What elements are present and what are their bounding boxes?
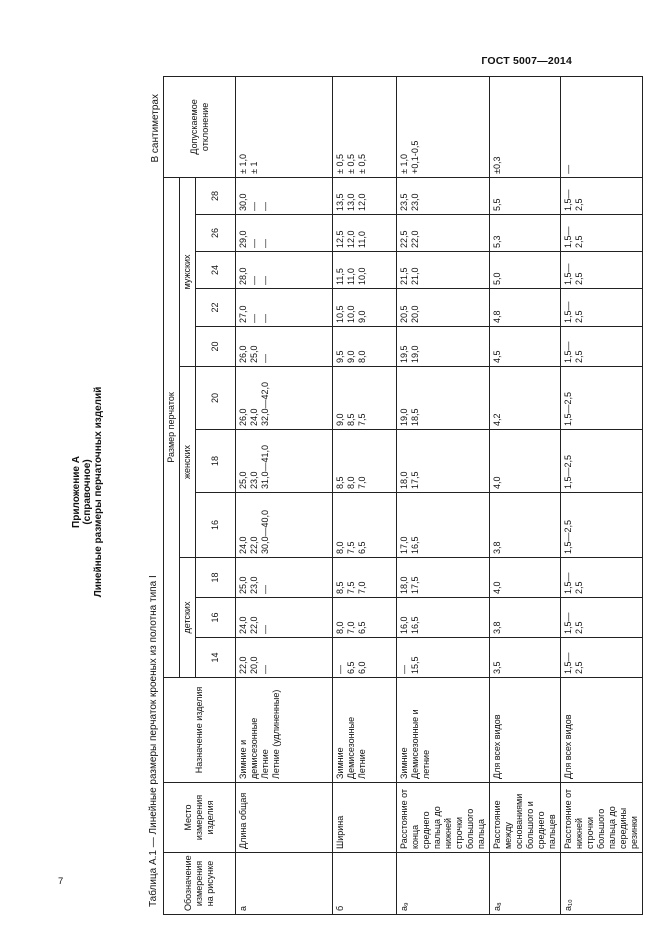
row-tolerance <box>561 76 643 177</box>
appendix-title: Приложение А <box>71 456 82 528</box>
size-value: 1,5— <box>563 226 573 248</box>
size-value: 23,0 <box>249 471 259 489</box>
size-value: 12,0 <box>357 193 367 211</box>
size-value: 7,5 <box>346 541 356 554</box>
size-value: 20,0 <box>410 305 420 323</box>
size-value: 18,0 <box>399 471 409 489</box>
row-place: Ширина <box>333 783 397 853</box>
size-value: 20,0 <box>249 656 259 674</box>
size-header-women: 20 <box>196 367 236 430</box>
size-value: 30,0—40,0 <box>260 509 270 554</box>
size-value: 2,5 <box>574 661 584 674</box>
size-value: 1,5—2,5 <box>563 454 573 489</box>
size-value: 10,5 <box>335 305 345 323</box>
size-value: 2,5 <box>574 350 584 363</box>
row-designation: а <box>236 853 333 915</box>
size-value: 26,0 <box>238 408 248 426</box>
size-value: — <box>260 585 270 594</box>
size-value: — <box>249 239 259 248</box>
size-value: 11,5 <box>335 268 345 285</box>
size-value: 19,0 <box>399 408 409 426</box>
size-value: 5,0 <box>492 272 502 285</box>
size-cell-child <box>561 638 643 678</box>
size-value: 17,5 <box>410 576 420 594</box>
size-cell-women <box>561 367 643 430</box>
size-cell-men <box>397 327 490 367</box>
size-header-women: 16 <box>196 493 236 558</box>
size-value: 8,0 <box>346 476 356 489</box>
size-cell-women <box>333 430 397 493</box>
size-cell-men <box>236 289 333 327</box>
size-value: — <box>399 665 409 674</box>
size-value: 7,5 <box>357 413 367 426</box>
appendix-subtitle: Линейные размеры перчаточных изделий <box>93 386 104 598</box>
size-cell-men <box>490 177 561 214</box>
size-header-men: 24 <box>196 252 236 289</box>
tolerance-value: ±0,3 <box>492 156 502 174</box>
size-value: 23,0 <box>249 576 259 594</box>
purpose-line: Демисезонные <box>346 716 356 779</box>
size-value: 25,0 <box>238 471 248 489</box>
row-designation: а₉ <box>397 853 490 915</box>
row-place: Расстояние от нижней строчки большого пальца до середины резинки <box>561 783 643 853</box>
size-value: 1,5— <box>563 572 573 594</box>
col-place-header: Место измерения изделия <box>164 783 236 853</box>
size-cell-men <box>561 252 643 289</box>
size-value: 9,0 <box>346 350 356 363</box>
size-value: 13,5 <box>335 193 345 211</box>
size-header-child: 16 <box>196 598 236 638</box>
tolerance-value: ± 1,0 <box>399 153 409 174</box>
size-value: 2,5 <box>574 198 584 211</box>
size-value: 24,0 <box>238 536 248 554</box>
appendix-heading <box>71 69 104 915</box>
size-value: — <box>335 665 345 674</box>
size-value: 7,0 <box>357 476 367 489</box>
size-cell-men <box>333 289 397 327</box>
size-value: 11,0 <box>346 268 356 285</box>
size-cell-men <box>490 252 561 289</box>
size-cell-women <box>490 493 561 558</box>
size-cell-child <box>490 598 561 638</box>
size-value: 19,5 <box>399 345 409 363</box>
size-cell-child <box>236 598 333 638</box>
size-value: 9,5 <box>335 350 345 363</box>
size-value: 4,8 <box>492 310 502 323</box>
size-cell-men <box>236 252 333 289</box>
size-header-men: 22 <box>196 289 236 327</box>
size-value: 2,5 <box>574 235 584 248</box>
size-cell-child <box>236 558 333 598</box>
size-cell-women <box>397 367 490 430</box>
size-value: 23,0 <box>410 193 420 211</box>
size-cell-men <box>490 215 561 252</box>
size-cell-women <box>236 367 333 430</box>
size-value: 17,0 <box>399 536 409 554</box>
size-value: 25,0 <box>249 345 259 363</box>
row-place: Длина общая <box>236 783 333 853</box>
row-purpose <box>236 678 333 783</box>
size-value: 2,5 <box>574 310 584 323</box>
page-number: 7 <box>58 876 64 887</box>
size-header-child: 14 <box>196 638 236 678</box>
size-value: 8,5 <box>346 413 356 426</box>
size-cell-women <box>333 367 397 430</box>
size-cell-men <box>397 215 490 252</box>
size-header-child: 18 <box>196 558 236 598</box>
size-value: 22,5 <box>399 230 409 248</box>
size-value: — <box>249 276 259 285</box>
size-cell-men <box>333 177 397 214</box>
size-header-men: 26 <box>196 215 236 252</box>
size-value: — <box>260 665 270 674</box>
size-cell-men <box>236 215 333 252</box>
size-cell-child <box>397 558 490 598</box>
purpose-line: Для всех видов <box>492 714 502 779</box>
size-value: 26,0 <box>238 345 248 363</box>
size-value: 1,5— <box>563 341 573 363</box>
size-value: 2,5 <box>574 581 584 594</box>
size-value: 23,5 <box>399 193 409 211</box>
col-designation-header: Обозначение измерения на рисунке <box>164 853 236 915</box>
size-cell-women <box>490 430 561 493</box>
purpose-line: Для всех видов <box>563 714 573 779</box>
size-cell-men <box>561 215 643 252</box>
size-value: 10,0 <box>346 305 356 323</box>
size-cell-men <box>561 177 643 214</box>
size-value: — <box>260 202 270 211</box>
size-value: 22,0 <box>410 230 420 248</box>
size-cell-child <box>397 598 490 638</box>
size-value: 24,0 <box>249 408 259 426</box>
tolerance-value: — <box>563 164 573 174</box>
size-value: 22,0 <box>249 616 259 634</box>
size-cell-child <box>236 638 333 678</box>
row-place: Расстояние от конца среднего пальца до нижней строчки большого пальца <box>397 783 490 853</box>
size-value: 6,5 <box>346 661 356 674</box>
size-value: 16,5 <box>410 536 420 554</box>
size-value: 3,8 <box>492 541 502 554</box>
size-cell-women <box>236 430 333 493</box>
row-tolerance <box>333 76 397 177</box>
row-purpose <box>561 678 643 783</box>
size-value: 21,5 <box>399 267 409 285</box>
row-purpose <box>333 678 397 783</box>
size-value: 1,5— <box>563 189 573 211</box>
group-women-header: женских <box>180 367 196 558</box>
col-tolerance-header: Допускаемое отклонение <box>164 76 236 177</box>
size-cell-men <box>236 177 333 214</box>
size-value: 2,5 <box>574 272 584 285</box>
table-row <box>397 76 490 914</box>
size-value: — <box>260 276 270 285</box>
size-group-header: Размер перчаток <box>164 177 180 677</box>
size-value: 4,0 <box>492 476 502 489</box>
size-value: 11,0 <box>357 231 367 248</box>
size-value: 7,0 <box>346 621 356 634</box>
size-cell-child <box>561 558 643 598</box>
purpose-line: летние <box>421 749 431 779</box>
size-value: 4,0 <box>492 581 502 594</box>
size-value: 6,0 <box>357 661 367 674</box>
size-value: 31,0—41,0 <box>260 444 270 489</box>
size-cell-men <box>397 252 490 289</box>
size-value: 15,5 <box>410 656 420 674</box>
col-purpose-header: Назначение изделия <box>164 678 236 783</box>
size-cell-child <box>333 598 397 638</box>
size-cell-child <box>333 638 397 678</box>
table-row <box>236 76 333 914</box>
size-value: 5,3 <box>492 235 502 248</box>
size-value: 9,0 <box>357 310 367 323</box>
size-value: 18,0 <box>399 576 409 594</box>
purpose-line: Зимние <box>335 747 345 779</box>
size-value: 30,0 <box>238 193 248 211</box>
size-cell-men <box>490 327 561 367</box>
size-cell-men <box>333 327 397 367</box>
size-value: 1,5— <box>563 301 573 323</box>
size-cell-women <box>333 493 397 558</box>
size-value: 8,5 <box>335 581 345 594</box>
size-value: 7,0 <box>357 581 367 594</box>
size-value: 27,0 <box>238 305 248 323</box>
row-designation: а₈ <box>490 853 561 915</box>
size-header-men: 28 <box>196 177 236 214</box>
size-value: 7,5 <box>346 581 356 594</box>
row-tolerance <box>490 76 561 177</box>
size-cell-men <box>333 215 397 252</box>
size-cell-men <box>236 327 333 367</box>
size-value: 17,5 <box>410 471 420 489</box>
size-value: 18,5 <box>410 408 420 426</box>
table-row <box>561 76 643 914</box>
tolerance-value: ± 0,5 <box>357 153 367 174</box>
size-cell-women <box>561 493 643 558</box>
size-cell-men <box>561 327 643 367</box>
row-tolerance <box>236 76 333 177</box>
size-value: 16,0 <box>399 616 409 634</box>
size-value: 21,0 <box>410 267 420 285</box>
size-value: 1,5— <box>563 612 573 634</box>
tolerance-value: ± 1,0 <box>238 153 248 174</box>
appendix-note: (справочное) <box>82 459 93 525</box>
size-value: 6,5 <box>357 621 367 634</box>
size-cell-child <box>561 598 643 638</box>
size-value: — <box>260 239 270 248</box>
size-value: — <box>260 354 270 363</box>
size-cell-child <box>397 638 490 678</box>
size-cell-men <box>490 289 561 327</box>
size-cell-women <box>490 367 561 430</box>
table-caption: Таблица А.1 — Линейные размеры перчаток кроеных из полотна типа I <box>148 575 159 907</box>
units-label: В сантиметрах <box>150 94 161 163</box>
size-value: 32,0—42,0 <box>260 381 270 426</box>
table-row <box>333 76 397 914</box>
size-value: — <box>260 625 270 634</box>
row-purpose <box>490 678 561 783</box>
size-value: 29,0 <box>238 230 248 248</box>
table-body <box>236 76 643 914</box>
size-value: 1,5— <box>563 263 573 285</box>
size-value: 5,5 <box>492 198 502 211</box>
size-value: 25,0 <box>238 576 248 594</box>
size-cell-child <box>490 558 561 598</box>
row-purpose <box>397 678 490 783</box>
size-value: 3,8 <box>492 621 502 634</box>
size-value: 28,0 <box>238 267 248 285</box>
standard-code: ГОСТ 5007—2014 <box>481 55 572 67</box>
purpose-line: демисезонные <box>249 717 259 779</box>
size-value: 8,0 <box>335 621 345 634</box>
size-value: 8,0 <box>357 350 367 363</box>
tolerance-value: ± 0,5 <box>346 153 356 174</box>
sizes-table <box>163 77 639 915</box>
size-value: 2,5 <box>574 621 584 634</box>
rotated-page-content <box>65 69 639 915</box>
size-value: 19,0 <box>410 345 420 363</box>
row-designation: б <box>333 853 397 915</box>
size-value: 1,5—2,5 <box>563 391 573 426</box>
purpose-line: Летние <box>260 749 270 779</box>
size-value: 3,5 <box>492 661 502 674</box>
size-cell-men <box>397 289 490 327</box>
purpose-line: Зимние <box>399 747 409 779</box>
size-cell-men <box>333 252 397 289</box>
size-value: 1,5— <box>563 652 573 674</box>
size-value: 16,5 <box>410 616 420 634</box>
size-value: — <box>249 314 259 323</box>
size-value: 10,0 <box>357 267 367 285</box>
size-value: 12,5 <box>335 230 345 248</box>
size-header-men: 20 <box>196 327 236 367</box>
row-designation: а₁₀ <box>561 853 643 915</box>
row-tolerance <box>397 76 490 177</box>
purpose-line: Летние (удлиненные) <box>271 689 281 779</box>
size-cell-men <box>397 177 490 214</box>
size-value: — <box>249 202 259 211</box>
purpose-line: Летние <box>357 749 367 779</box>
size-value: 12,0 <box>346 230 356 248</box>
size-value: 22,0 <box>238 656 248 674</box>
size-cell-women <box>397 493 490 558</box>
size-value: 20,5 <box>399 305 409 323</box>
row-place: Расстояние между основаниями большого и среднего пальцев <box>490 783 561 853</box>
size-value: 24,0 <box>238 616 248 634</box>
purpose-line: Демисезонные и <box>410 709 420 779</box>
size-header-women: 18 <box>196 430 236 493</box>
size-cell-child <box>490 638 561 678</box>
size-cell-women <box>397 430 490 493</box>
size-cell-child <box>333 558 397 598</box>
tolerance-value: ± 0,5 <box>335 153 345 174</box>
size-cell-women <box>236 493 333 558</box>
size-value: 13,0 <box>346 193 356 211</box>
size-value: 6,5 <box>357 541 367 554</box>
size-value: — <box>260 314 270 323</box>
group-child-header: детских <box>180 558 196 678</box>
size-value: 1,5—2,5 <box>563 519 573 554</box>
table-row <box>490 76 561 914</box>
size-value: 9,0 <box>335 413 345 426</box>
tolerance-value: +0,1-0,5 <box>410 140 420 174</box>
size-cell-women <box>561 430 643 493</box>
size-value: 22,0 <box>249 536 259 554</box>
purpose-line: Зимние и <box>238 739 248 779</box>
size-cell-men <box>561 289 643 327</box>
size-value: 4,2 <box>492 413 502 426</box>
size-value: 8,0 <box>335 541 345 554</box>
size-value: 8,5 <box>335 476 345 489</box>
tolerance-value: ± 1 <box>249 161 259 174</box>
group-men-header: мужских <box>180 177 196 366</box>
size-value: 4,5 <box>492 350 502 363</box>
